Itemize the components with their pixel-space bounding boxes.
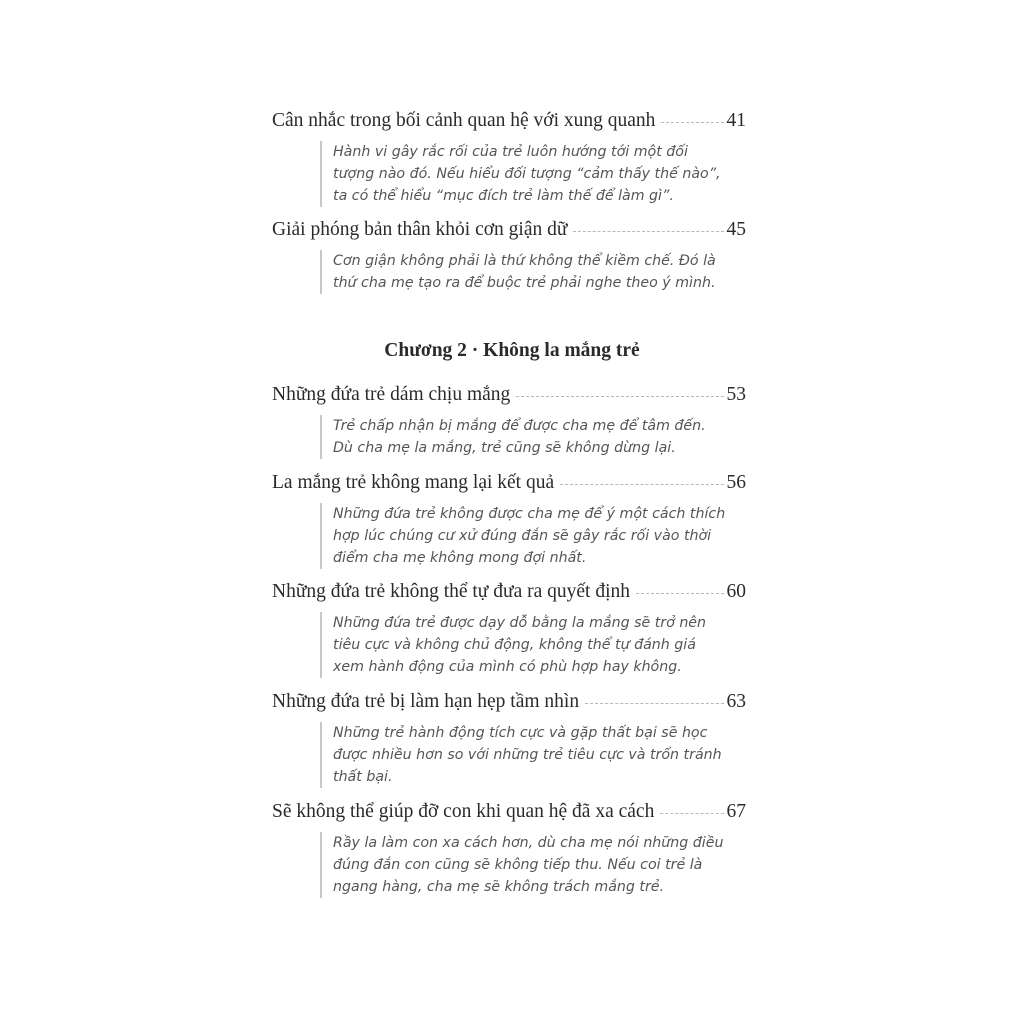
desc-line: thứ cha mẹ tạo ra để buộc trẻ phải nghe theo ý mình. [333,275,716,291]
entry-description [320,722,746,788]
toc-entry [272,110,746,207]
page-number: 60 [726,581,746,602]
entry-description [320,415,746,459]
desc-line: Những trẻ hành động tích cực và gặp thất bại sẽ học [333,725,708,741]
dotted-leader [585,703,723,704]
entry-description [320,832,746,898]
desc-line: đúng đắn con cũng sẽ không tiếp thu. Nếu coi trẻ là [333,857,703,873]
desc-line: Những đứa trẻ được dạy dỗ bằng la mắng sẽ trở nên [333,615,707,631]
desc-line: ta có thể hiểu “mục đích trẻ làm thế để làm gì”. [333,188,674,204]
entry-title: Những đứa trẻ không thể tự đưa ra quyết định [272,581,630,602]
page-number: 67 [726,801,746,822]
entry-description [320,612,746,678]
dotted-leader [636,593,724,594]
desc-line: điểm cha mẹ không mong đợi nhất. [333,550,587,566]
toc-entry [272,472,746,569]
page-number: 56 [726,472,746,493]
dotted-leader [573,231,723,232]
desc-line: Rầy la làm con xa cách hơn, dù cha mẹ nói những điều [333,835,724,851]
dotted-leader [661,122,723,123]
desc-line: Hành vi gây rắc rối của trẻ luôn hướng tới một đối [333,144,688,160]
desc-line: Cơn giận không phải là thứ không thể kiềm chế. Đó là [333,253,716,269]
entry-title: Những đứa trẻ bị làm hạn hẹp tầm nhìn [272,691,580,712]
desc-line: tiêu cực và không chủ động, không thể tự đánh giá [333,637,696,653]
dotted-leader [516,396,723,397]
entry-title: Sẽ không thể giúp đỡ con khi quan hệ đã xa cách [272,801,655,822]
desc-line: hợp lúc chúng cư xử đúng đắn sẽ gây rắc rối vào thời [333,528,712,544]
dotted-leader [560,484,723,485]
entry-description [320,141,746,207]
chapter-heading: Chương 2 · Không la mắng trẻ [384,340,640,361]
desc-line: thất bại. [333,769,393,785]
desc-line: được nhiều hơn so với những trẻ tiêu cực và trốn tránh [333,747,722,763]
toc-entry [272,219,746,294]
toc-entry [272,801,746,898]
desc-line: ngang hàng, cha mẹ sẽ không trách mắng trẻ. [333,879,665,895]
desc-line: tượng nào đó. Nếu hiểu đối tượng “cảm thấy thế nào”, [333,166,721,182]
page-number: 63 [726,691,746,712]
entry-title: Cân nhắc trong bối cảnh quan hệ với xung quanh [272,110,656,131]
desc-line: xem hành động của mình có phù hợp hay không. [333,659,682,675]
dotted-leader [660,813,723,814]
desc-line: Dù cha mẹ la mắng, trẻ cũng sẽ không dừng lại. [333,440,676,456]
page-number: 53 [726,384,746,405]
toc-entry [272,384,746,459]
entry-title: Những đứa trẻ dám chịu mắng [272,384,511,405]
entry-description [320,503,746,569]
desc-line: Những đứa trẻ không được cha mẹ để ý một cách thích [333,506,726,522]
desc-line: Trẻ chấp nhận bị mắng để được cha mẹ để tâm đến. [333,418,706,434]
entry-description [320,250,746,294]
entry-title: Giải phóng bản thân khỏi cơn giận dữ [272,219,568,240]
page-number: 45 [726,219,746,240]
page-number: 41 [726,110,746,131]
toc-entry [272,691,746,788]
toc-entry [272,581,746,678]
entry-title: La mắng trẻ không mang lại kết quả [272,472,555,493]
